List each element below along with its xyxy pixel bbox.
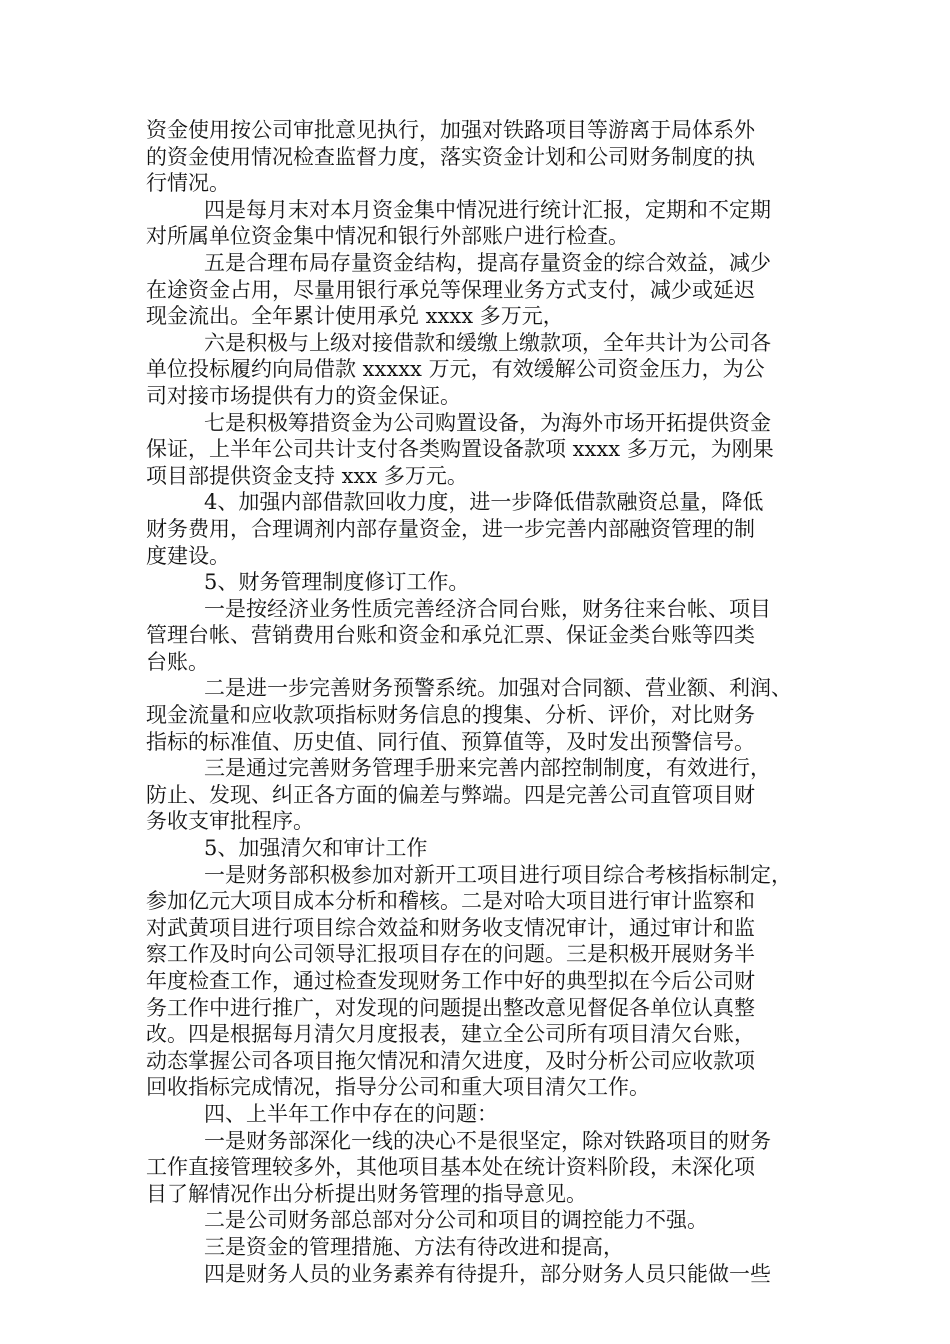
text-line: 四是财务人员的业务素养有待提升，部分财务人员只能做一些 bbox=[204, 1261, 771, 1286]
text-line: 财务费用，合理调剂内部存量资金，进一步完善内部融资管理的制 bbox=[146, 516, 755, 541]
text-line: 现金流量和应收款项指标财务信息的搜集、分析、评价，对比财务 bbox=[146, 703, 755, 728]
text-line: 5、加强清欠和审计工作 bbox=[204, 836, 428, 861]
text-line: 一是财务部深化一线的决心不是很坚定，除对铁路项目的财务 bbox=[204, 1128, 771, 1153]
text-line: 一是财务部积极参加对新开工项目进行项目综合考核指标制定， bbox=[204, 862, 792, 887]
text-line: 务工作中进行推广，对发现的问题提出整改意见督促各单位认真整 bbox=[146, 995, 755, 1020]
text-line: 察工作及时向公司领导汇报项目存在的问题。三是积极开展财务半 bbox=[146, 942, 755, 967]
text-line: 目了解情况作出分析提出财务管理的指导意见。 bbox=[146, 1181, 587, 1206]
text-line: 项目部提供资金支持 xxx 多万元。 bbox=[146, 463, 468, 488]
text-line: 5、财务管理制度修订工作。 bbox=[204, 570, 470, 595]
body-text bbox=[146, 117, 814, 1287]
text-line: 行情况。 bbox=[146, 171, 230, 196]
text-line: 现金流出。全年累计使用承兑 xxxx 多万元， bbox=[146, 304, 564, 329]
text-line: 六是积极与上级对接借款和缓缴上缴款项，全年共计为公司各 bbox=[204, 330, 771, 355]
text-line: 二是进一步完善财务预警系统。加强对合同额、营业额、利润、 bbox=[204, 676, 792, 701]
text-line: 单位投标履约向局借款 xxxxx 万元，有效缓解公司资金压力，为公 bbox=[146, 357, 765, 382]
text-line: 指标的标准值、历史值、同行值、预算值等，及时发出预警信号。 bbox=[146, 729, 755, 754]
text-line: 动态掌握公司各项目拖欠情况和清欠进度，及时分析公司应收款项 bbox=[146, 1048, 755, 1073]
text-line: 台账。 bbox=[146, 649, 209, 674]
text-line: 年度检查工作，通过检查发现财务工作中好的典型拟在今后公司财 bbox=[146, 969, 755, 993]
text-line: 参加亿元大项目成本分析和稽核。二是对哈大项目进行审计监察和 bbox=[146, 889, 755, 914]
text-line: 四是每月末对本月资金集中情况进行统计汇报，定期和不定期 bbox=[204, 197, 771, 222]
text-line: 保证，上半年公司共计支付各类购置设备款项 xxxx 多万元，为刚果 bbox=[146, 437, 774, 462]
text-line: 4、加强内部借款回收力度，进一步降低借款融资总量，降低 bbox=[204, 490, 764, 515]
text-line: 管理台帐、营销费用台账和资金和承兑汇票、保证金类台账等四类 bbox=[146, 623, 755, 648]
text-line: 五是合理布局存量资金结构，提高存量资金的综合效益，减少 bbox=[204, 250, 771, 275]
text-line: 改。四是根据每月清欠月度报表，建立全公司所有项目清欠台账， bbox=[146, 1022, 755, 1047]
text-line: 对武黄项目进行项目综合效益和财务收支情况审计，通过审计和监 bbox=[146, 915, 755, 940]
text-line: 司对接市场提供有力的资金保证。 bbox=[146, 383, 461, 408]
text-line: 二是公司财务部总部对分公司和项目的调控能力不强。 bbox=[204, 1208, 708, 1233]
text-line: 防止、发现、纠正各方面的偏差与弊端。四是完善公司直管项目财 bbox=[146, 782, 755, 807]
text-line: 七是积极筹措资金为公司购置设备，为海外市场开拓提供资金 bbox=[204, 410, 771, 435]
text-line: 的资金使用情况检查监督力度，落实资金计划和公司财务制度的执 bbox=[146, 144, 755, 169]
text-line: 资金使用按公司审批意见执行，加强对铁路项目等游离于局体系外 bbox=[146, 118, 755, 142]
text-line: 一是按经济业务性质完善经济合同台账，财务往来台帐、项目 bbox=[204, 596, 771, 621]
text-line: 务收支审批程序。 bbox=[146, 809, 314, 834]
text-line: 三是资金的管理措施、方法有待改进和提高， bbox=[204, 1234, 624, 1259]
text-line: 四、上半年工作中存在的问题： bbox=[204, 1101, 498, 1126]
text-line: 回收指标完成情况，指导分公司和重大项目清欠工作。 bbox=[146, 1075, 650, 1100]
text-line: 在途资金占用，尽量用银行承兑等保理业务方式支付，减少或延迟 bbox=[146, 277, 755, 302]
text-line: 对所属单位资金集中情况和银行外部账户进行检查。 bbox=[146, 224, 629, 249]
text-line: 工作直接管理较多外，其他项目基本处在统计资料阶段，未深化项 bbox=[146, 1155, 755, 1180]
text-line: 度建设。 bbox=[146, 543, 230, 568]
text-line: 三是通过完善财务管理手册来完善内部控制制度，有效进行， bbox=[204, 756, 771, 781]
